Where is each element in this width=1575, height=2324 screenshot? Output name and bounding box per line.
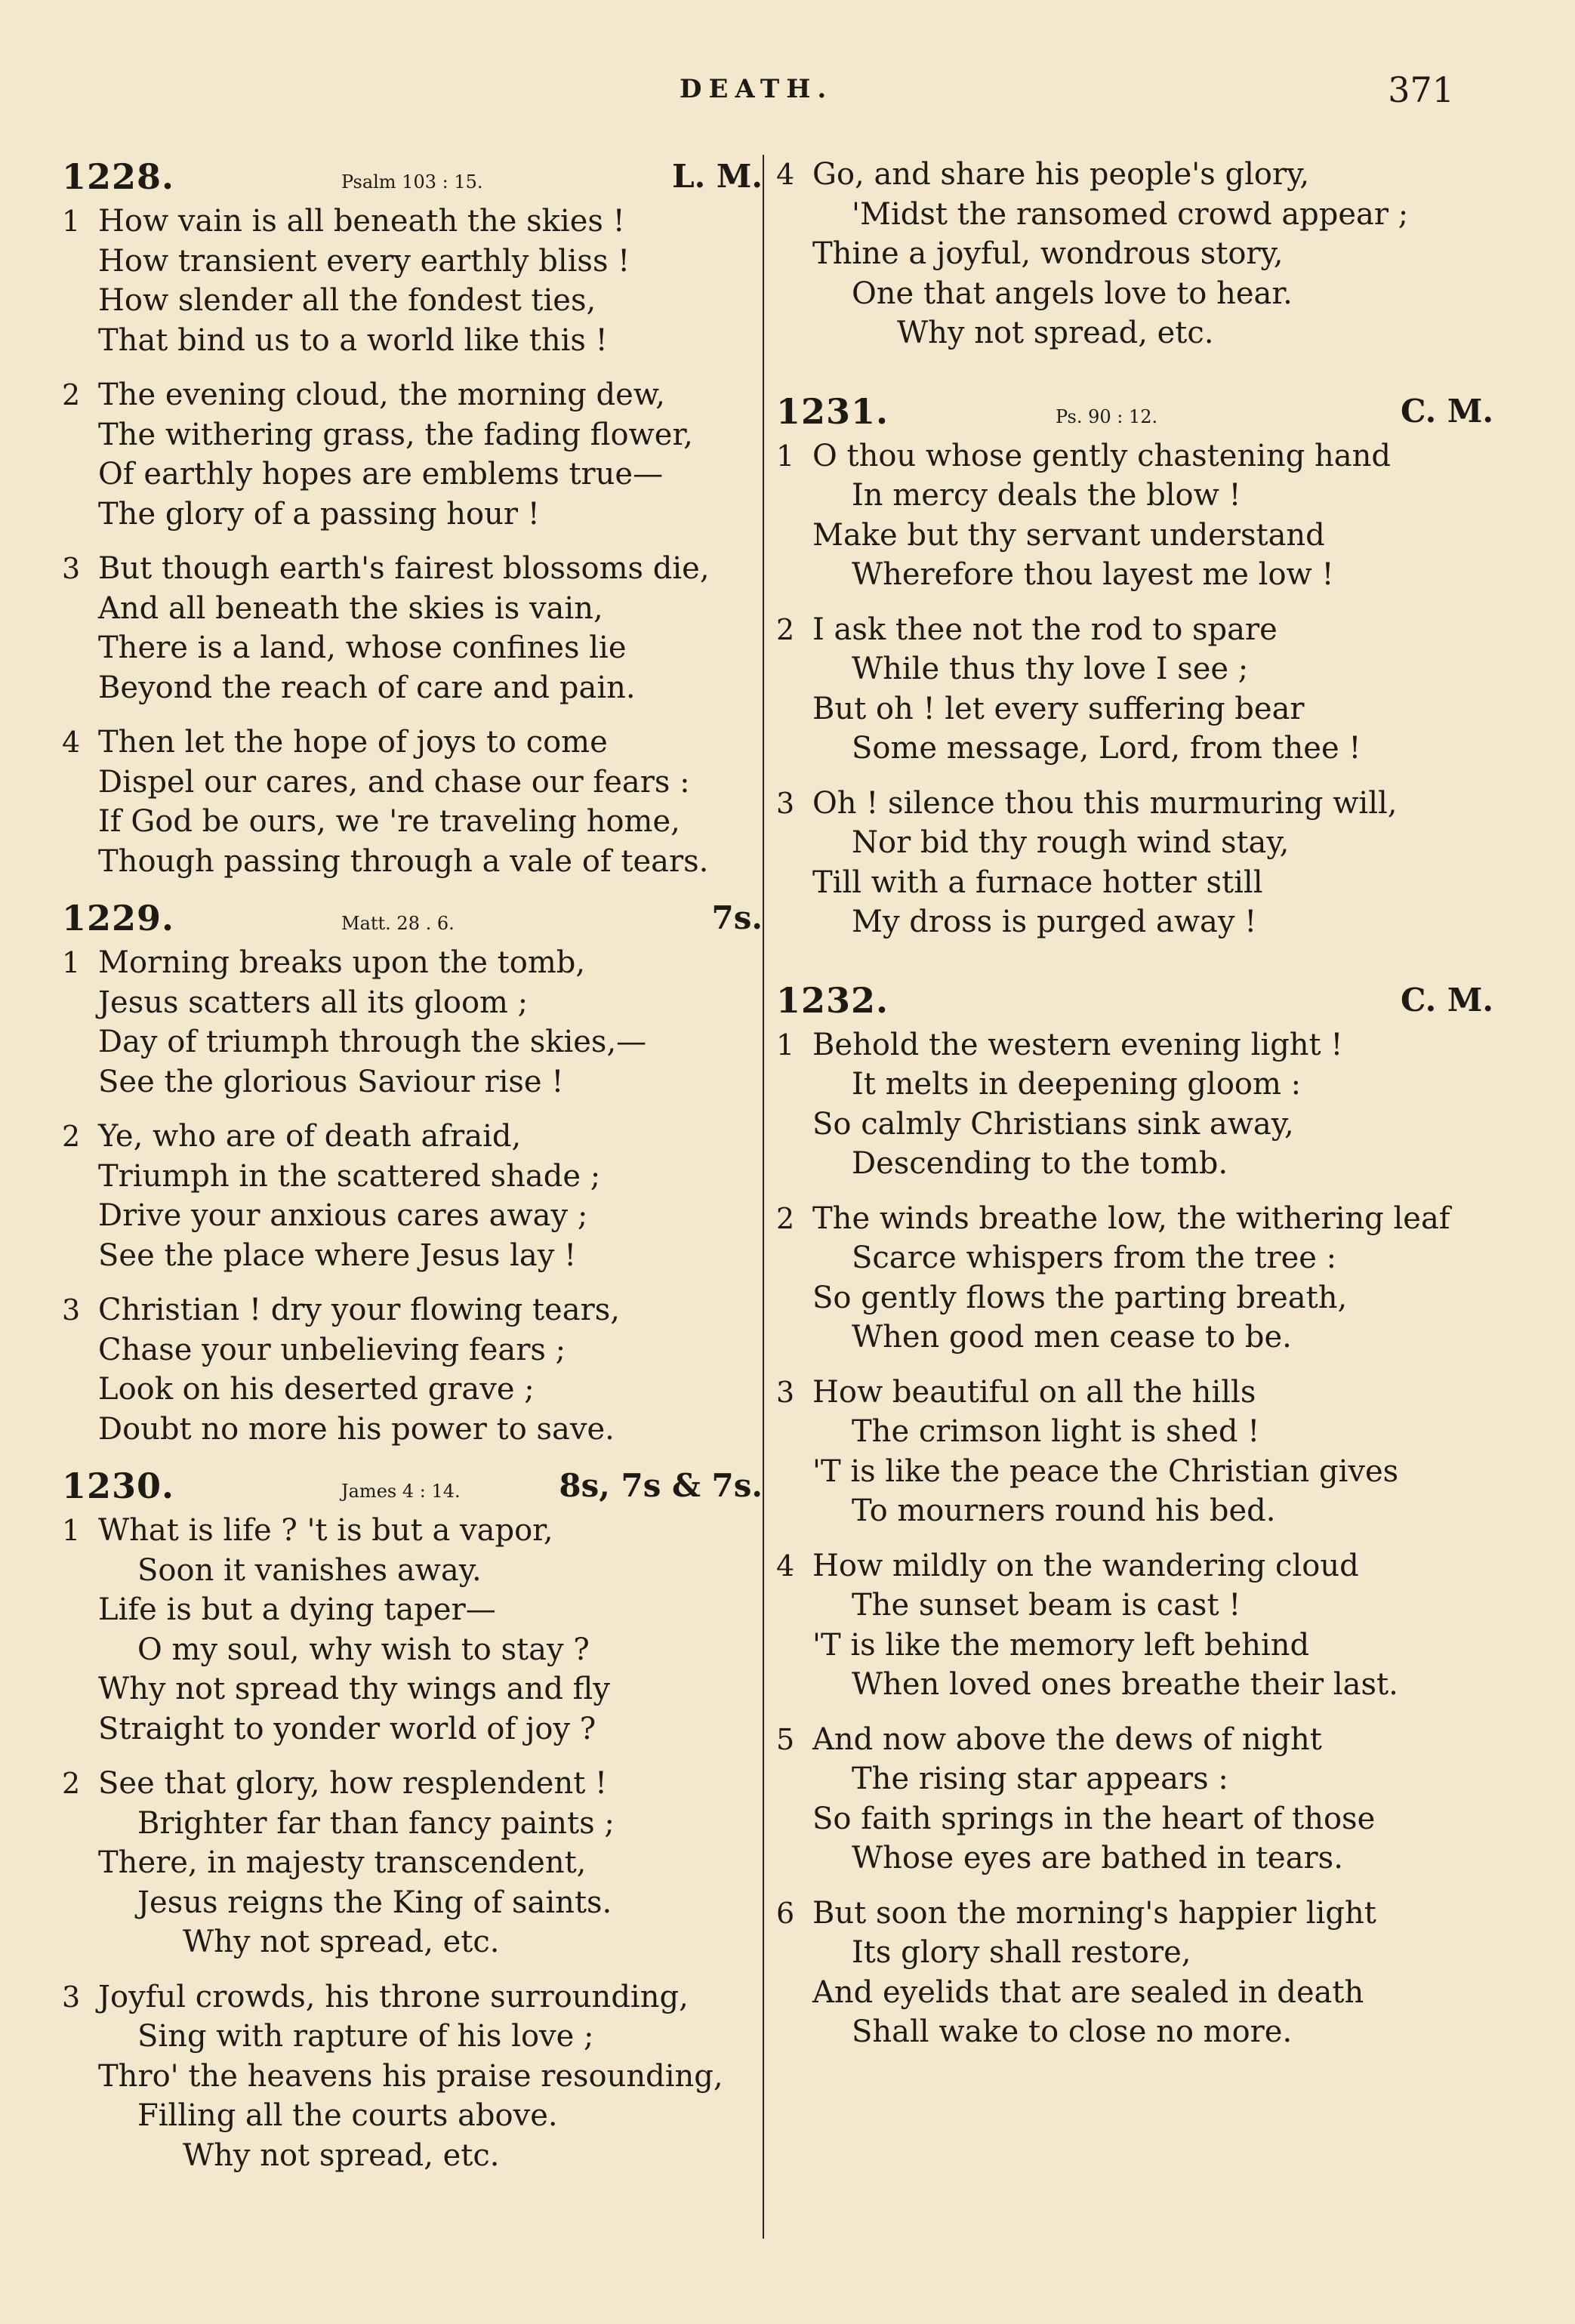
stanza-number: 2 [62, 1120, 81, 1153]
stanza [776, 1373, 1493, 1531]
verse-line: Behold the western evening light ! [812, 1027, 1343, 1062]
verse-line: There is a land, whose confines lie [98, 630, 627, 665]
verse-line: How transient every earthly bliss ! [98, 243, 630, 279]
verse-line: Dispel our cares, and chase our fears : [98, 764, 690, 800]
hymn-header [62, 155, 763, 202]
hymn-1231 [776, 390, 1493, 942]
stanza-number: 4 [62, 726, 81, 759]
verse-line: Thro' the heavens his praise resounding, [98, 2058, 723, 2094]
verse-line: To mourners round his bed. [852, 1493, 1276, 1528]
verse-line: Filling all the courts above. [137, 2098, 558, 2133]
verse-line: My dross is purged away ! [852, 905, 1257, 939]
stanza [776, 1199, 1493, 1358]
stanza [776, 610, 1493, 769]
verse-line: See the glorious Saviour rise ! [98, 1064, 564, 1099]
hymn-1228 [62, 155, 763, 881]
stanza-number: 1 [776, 1028, 795, 1062]
verse-line: Triumph in the scattered shade ; [98, 1158, 601, 1194]
verse-line: Beyond the reach of care and pain. [98, 670, 636, 705]
hymn-header [62, 1464, 763, 1511]
verse-line: Oh ! silence thou this murmuring will, [812, 785, 1398, 821]
verse-line: See the place where Jesus lay ! [98, 1238, 577, 1273]
stanza-number: 5 [776, 1722, 795, 1756]
stanza-number: 4 [776, 158, 795, 191]
verse-line: How vain is all beneath the skies ! [98, 204, 625, 239]
verse-line: But oh ! let every suffering bear [812, 691, 1305, 726]
verse-line: Go, and share his people's glory, [812, 157, 1310, 192]
stanza [62, 202, 763, 360]
scripture-reference: James 4 : 14. [341, 1481, 461, 1502]
running-head [0, 69, 1575, 119]
verse-line: Morning breaks upon the tomb, [98, 945, 586, 980]
stanza-number: 4 [776, 1549, 795, 1583]
verse-line: Descending to the tomb. [852, 1146, 1228, 1181]
verse-line: When loved ones breathe their last. [852, 1667, 1398, 1702]
stanza-number: 3 [776, 786, 795, 820]
verse-line: 'Midst the ransomed crowd appear ; [852, 196, 1409, 232]
verse-line: Till with a furnace hotter still [812, 865, 1263, 900]
hymn-meter: 8s, 7s & 7s. [559, 1467, 763, 1504]
hymn-number: 1228. [62, 156, 175, 197]
verse-line: So gently flows the parting breath, [812, 1280, 1348, 1315]
verse-line: It melts in deepening gloom : [852, 1067, 1302, 1102]
verse-line: Christian ! dry your flowing tears, [98, 1293, 620, 1327]
verse-line: Jesus reigns the King of saints. [137, 1885, 612, 1920]
verse-line: O my soul, why wish to stay ? [137, 1632, 590, 1667]
stanza [62, 723, 763, 881]
stanza [776, 1546, 1493, 1705]
verse-line: How mildly on the wandering cloud [812, 1548, 1359, 1583]
verse-line: There, in majesty transcendent, [98, 1845, 587, 1880]
stanza [776, 155, 1493, 353]
stanza [62, 943, 763, 1102]
verse-line: See that glory, how resplendent ! [98, 1766, 608, 1801]
hymn-1230-continued [776, 155, 1493, 353]
stanza-number: 1 [776, 439, 795, 473]
verse-line: Why not spread thy wings and fly [98, 1672, 610, 1706]
verse-line: The glory of a passing hour ! [98, 496, 540, 532]
column-divider [763, 155, 764, 2239]
hymn-header [776, 390, 1493, 436]
hymn-number: 1230. [62, 1466, 175, 1506]
hymn-meter: L. M. [672, 158, 763, 195]
verse-line: The evening cloud, the morning dew, [98, 378, 665, 412]
verse-line: Thine a joyful, wondrous story, [812, 236, 1284, 271]
verse-line: Wherefore thou layest me low ! [852, 557, 1334, 592]
stanza-number: 3 [62, 1293, 81, 1327]
hymn-meter: C. M. [1400, 981, 1493, 1019]
verse-line: But though earth's fairest blossoms die, [98, 551, 710, 586]
hymn-header [62, 896, 763, 943]
verse-line: Look on his deserted grave ; [98, 1372, 535, 1407]
verse-line: Why not spread, etc. [183, 1925, 500, 1959]
verse-line: Brighter far than fancy paints ; [137, 1805, 615, 1841]
stanza [62, 1977, 763, 2176]
hymn-number: 1229. [62, 898, 175, 939]
verse-line: Nor bid thy rough wind stay, [852, 825, 1290, 860]
stanza-number: 6 [776, 1896, 795, 1930]
stanza-number: 3 [62, 1980, 81, 2014]
hymn-1232 [776, 979, 1493, 2052]
stanza [776, 1720, 1493, 1879]
hymn-number: 1231. [776, 390, 889, 432]
scripture-reference: Ps. 90 : 12. [1056, 405, 1158, 427]
verse-line: How slender all the fondest ties, [98, 283, 596, 318]
stanza [776, 784, 1493, 942]
verse-line: Straight to yonder world of joy ? [98, 1711, 596, 1746]
verse-line: The sunset beam is cast ! [852, 1588, 1241, 1623]
stanza-number: 1 [62, 946, 81, 979]
verse-line: Doubt no more his power to save. [98, 1411, 615, 1447]
verse-line: O thou whose gently chastening hand [812, 438, 1392, 473]
hymn-meter: 7s. [711, 899, 763, 936]
verse-line: When good men cease to be. [852, 1320, 1292, 1355]
verse-line: The crimson light is shed ! [852, 1414, 1260, 1449]
stanza-number: 2 [62, 378, 81, 411]
verse-line: Day of triumph through the skies,— [98, 1025, 647, 1059]
stanza [62, 1764, 763, 1962]
stanza [776, 436, 1493, 595]
verse-line: Life is but a dying taper— [98, 1592, 496, 1627]
verse-line: Drive your anxious cares away ; [98, 1198, 588, 1233]
verse-line: 'T is like the peace the Christian gives [812, 1453, 1399, 1489]
verse-line: Make but thy servant understand [812, 517, 1325, 553]
hymn-header [776, 979, 1493, 1025]
stanza [62, 375, 763, 534]
verse-line: One that angels love to hear. [852, 276, 1293, 311]
running-title: DEATH. [680, 74, 834, 104]
verse-line: So calmly Christians sink away, [812, 1106, 1294, 1142]
verse-line: What is life ? 't is but a vapor, [98, 1513, 553, 1548]
verse-line: That bind us to a world like this ! [98, 322, 608, 358]
verse-line: Though passing through a vale of tears. [98, 843, 709, 879]
verse-line: The rising star appears : [852, 1761, 1228, 1796]
scripture-reference: Matt. 28 . 6. [341, 913, 455, 934]
verse-line: How beautiful on all the hills [812, 1374, 1256, 1410]
hymn-number: 1232. [776, 979, 889, 1021]
verse-line: Then let the hope of joys to come [98, 725, 608, 760]
stanza-number: 1 [62, 1514, 81, 1547]
verse-line: If God be ours, we 're traveling home, [98, 804, 680, 839]
stanza-number: 3 [62, 552, 81, 585]
verse-line: And now above the dews of night [812, 1721, 1322, 1757]
verse-line: Sing with rapture of his love ; [137, 2019, 594, 2054]
stanza [62, 1511, 763, 1749]
verse-line: Why not spread, etc. [897, 316, 1214, 350]
stanza-number: 2 [776, 612, 795, 646]
verse-line: So faith springs in the heart of those [812, 1801, 1376, 1836]
hymn-meter: C. M. [1400, 392, 1493, 430]
verse-line: 'T is like the memory left behind [812, 1627, 1310, 1663]
stanza [62, 1117, 763, 1275]
verse-line: Its glory shall restore, [852, 1935, 1191, 1970]
verse-line: In mercy deals the blow ! [852, 478, 1241, 513]
page-number: 371 [1388, 69, 1454, 110]
verse-line: But soon the morning's happier light [812, 1895, 1376, 1931]
verse-line: Scarce whispers from the tree : [852, 1241, 1337, 1275]
verse-line: Whose eyes are bathed in tears. [852, 1841, 1343, 1876]
stanza [62, 1290, 763, 1449]
right-column [776, 155, 1493, 2067]
verse-line: Chase your unbelieving fears ; [98, 1332, 566, 1367]
hymn-1230 [62, 1464, 763, 2175]
verse-line: The withering grass, the fading flower, [98, 417, 693, 452]
verse-line: Jesus scatters all its gloom ; [98, 985, 529, 1020]
stanza-number: 1 [62, 205, 81, 238]
verse-line: Soon it vanishes away. [137, 1552, 482, 1588]
hymn-1229 [62, 896, 763, 1449]
verse-line: Of earthly hopes are emblems true— [98, 457, 664, 492]
scripture-reference: Psalm 103 : 15. [341, 171, 483, 193]
verse-line: And eyelids that are sealed in death [812, 1974, 1364, 2010]
verse-line: And all beneath the skies is vain, [98, 590, 603, 626]
stanza-number: 2 [62, 1767, 81, 1800]
stanza [62, 549, 763, 707]
stanza [776, 1894, 1493, 2052]
verse-line: Some message, Lord, from thee ! [852, 731, 1361, 766]
stanza-number: 3 [776, 1375, 795, 1409]
left-column [62, 155, 763, 2190]
verse-line: I ask thee not the rod to spare [812, 612, 1278, 647]
stanza-number: 2 [776, 1201, 795, 1235]
verse-line: Ye, who are of death afraid, [98, 1119, 522, 1154]
verse-line: Shall wake to close no more. [852, 2014, 1293, 2049]
verse-line: Why not spread, etc. [183, 2138, 500, 2173]
verse-line: Joyful crowds, his throne surrounding, [98, 1979, 689, 2014]
stanza [776, 1025, 1493, 1184]
verse-line: While thus thy love I see ; [852, 652, 1249, 686]
verse-line: The winds breathe low, the withering leaf [812, 1201, 1450, 1236]
